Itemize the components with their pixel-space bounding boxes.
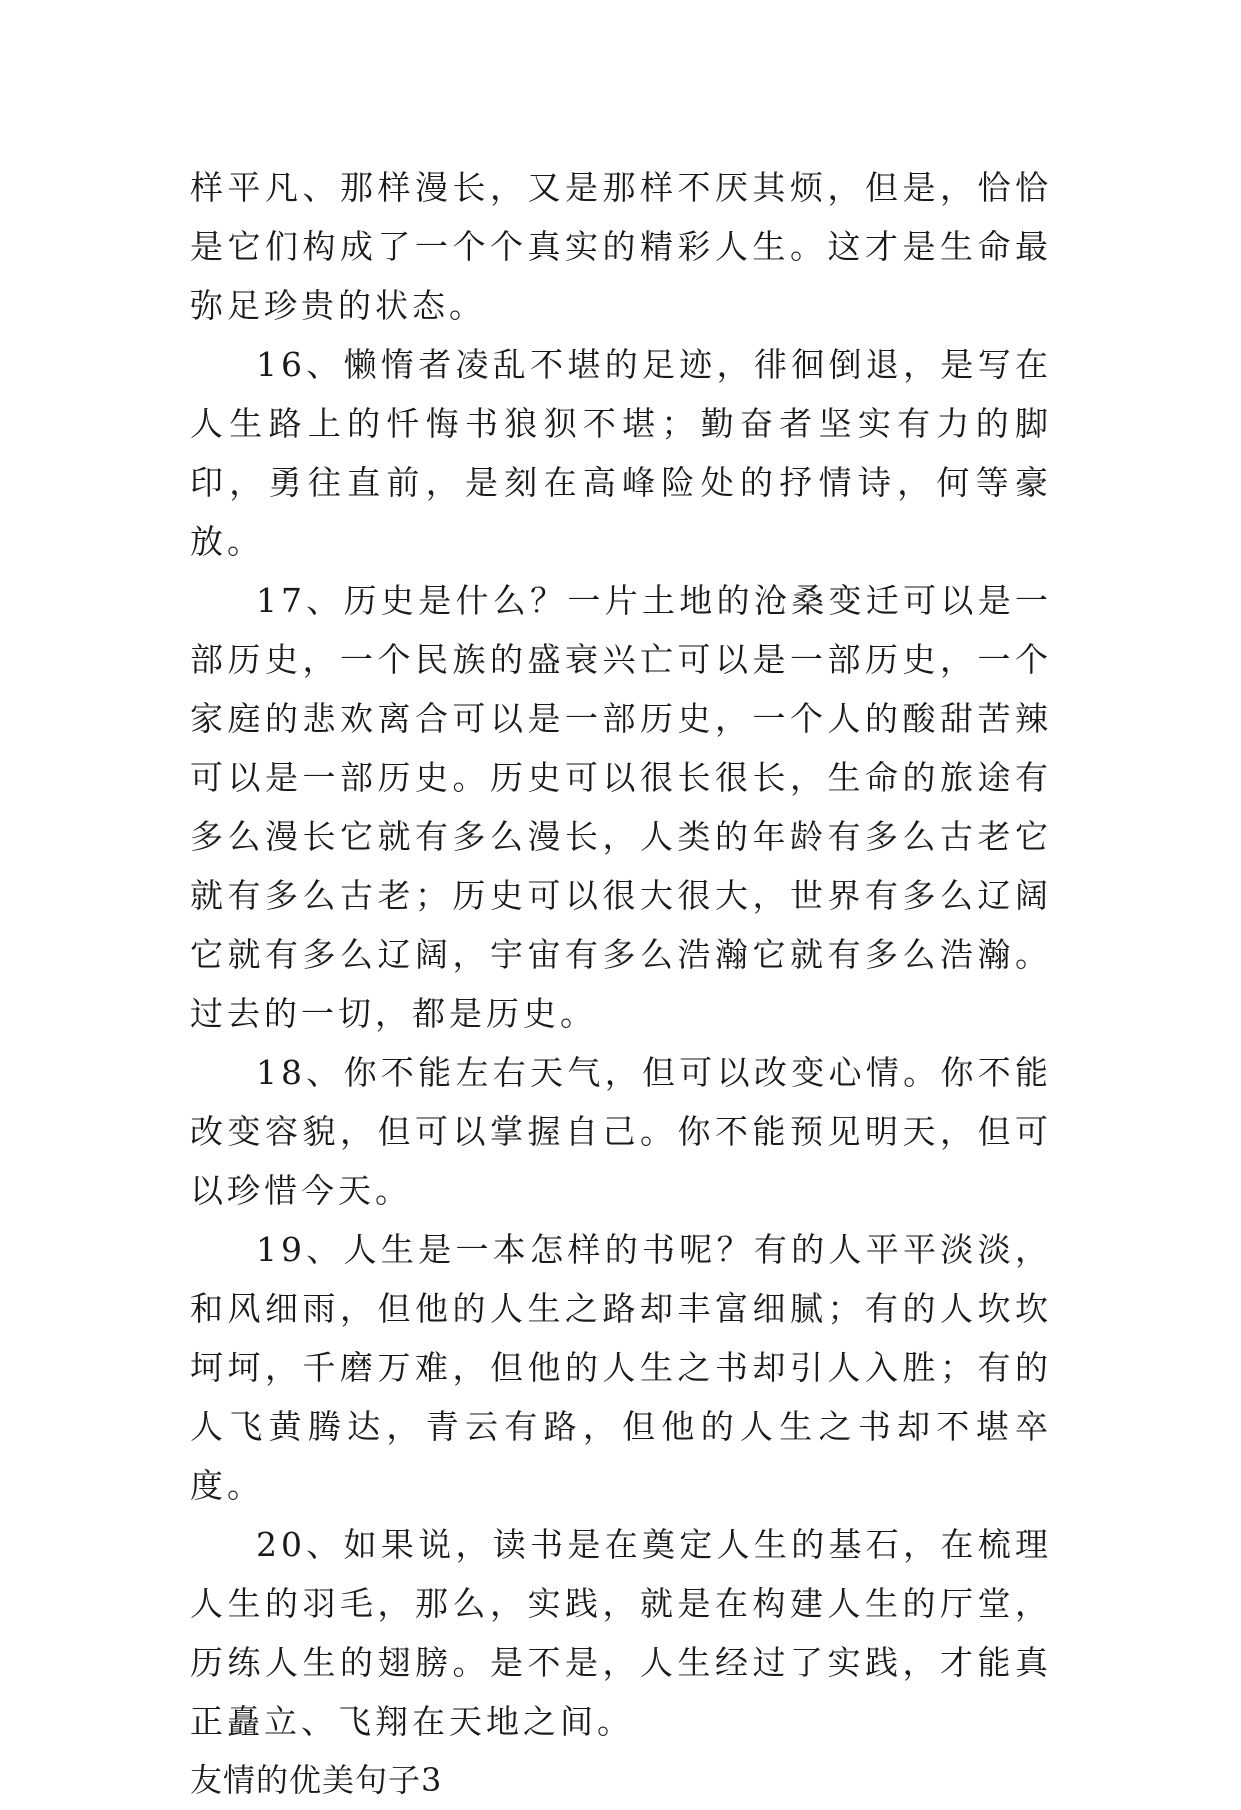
paragraph-16: 16、懒惰者凌乱不堪的足迹，徘徊倒退，是写在人生路上的忏悔书狼狈不堪；勤奋者坚实有力的脚印，勇往直前，是刻在高峰险处的抒情诗，何等豪放。 bbox=[190, 345, 1052, 561]
paragraph-17: 17、历史是什么？一片土地的沧桑变迁可以是一部历史，一个民族的盛衰兴亡可以是一部历史，一个家庭的悲欢离合可以是一部历史，一个人的酸甜苦辣可以是一部历史。历史可以很长很长，生命的旅途有多么漫长它就有多么漫长，人类的年龄有多么古老它就有多么古老；历史可以很大很大，世界有多么辽阔它就有多么辽阔，宇宙有多么浩瀚它就有多么浩瀚。过去的一切，都是历史。 bbox=[190, 581, 1052, 1033]
section-heading: 友情的优美句子3 bbox=[190, 1761, 443, 1799]
paragraph-18: 18、你不能左右天气，但可以改变心情。你不能改变容貌，但可以掌握自己。你不能预见明天，但可以珍惜今天。 bbox=[190, 1053, 1052, 1210]
paragraph-19: 19、人生是一本怎样的书呢？有的人平平淡淡，和风细雨，但他的人生之路却丰富细腻；有的人坎坎坷坷，千磨万难，但他的人生之书却引人入胜；有的人飞黄腾达，青云有路，但他的人生之书却不堪卒度。 bbox=[190, 1230, 1052, 1505]
paragraph-20: 20、如果说，读书是在奠定人生的基石，在梳理人生的羽毛，那么，实践，就是在构建人生的厅堂，历练人生的翅膀。是不是，人生经过了实践，才能真正矗立、飞翔在天地之间。 bbox=[190, 1525, 1052, 1741]
document-body bbox=[190, 158, 1052, 1810]
paragraph-continuation: 样平凡、那样漫长，又是那样不厌其烦，但是，恰恰是它们构成了一个个真实的精彩人生。这才是生命最弥足珍贵的状态。 bbox=[190, 168, 1052, 325]
